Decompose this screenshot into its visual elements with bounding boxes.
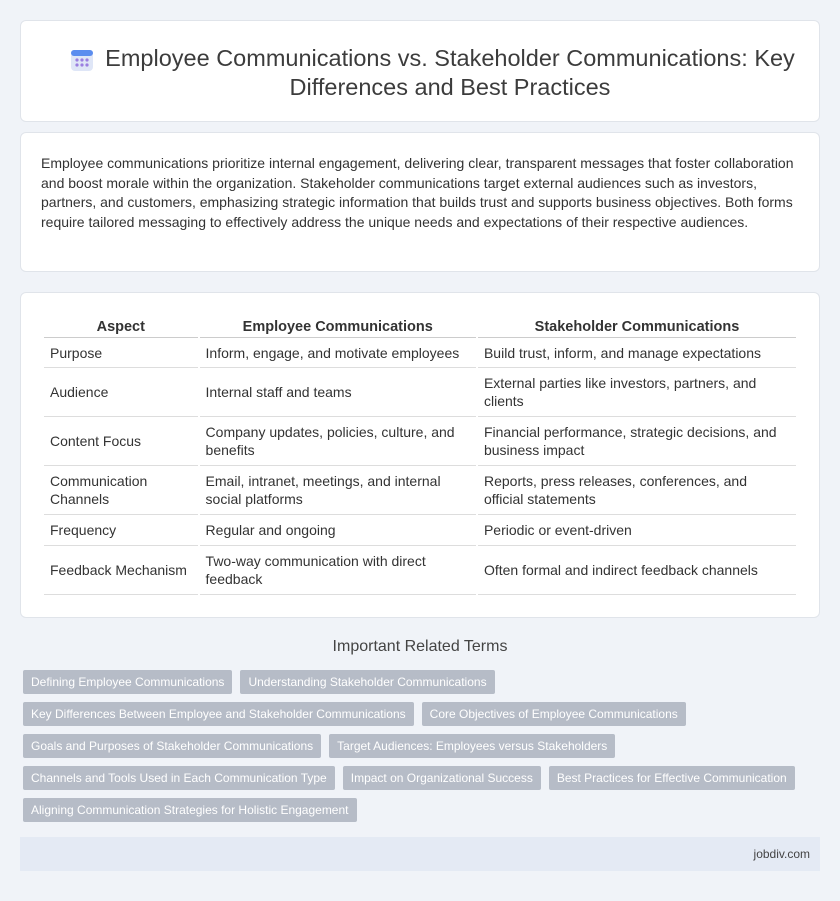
intro-text: Employee communications prioritize internal engagement, delivering clear, transparent messages that foster collaboration and boost morale within the organization. Stakeholder communications target external audiences such as investors, partners, and customers, emphasizing strategic information that builds trust and supports business objectives. Both forms require tailored messaging to effectively address the unique needs and expectations of their respective audiences. bbox=[41, 155, 794, 230]
related-term-tag[interactable]: Best Practices for Effective Communication bbox=[549, 766, 795, 790]
related-term-tag[interactable]: Core Objectives of Employee Communications bbox=[422, 702, 686, 726]
tag-row bbox=[23, 766, 823, 790]
tag-row bbox=[23, 702, 823, 726]
tag-row bbox=[23, 798, 823, 822]
table-cell: Feedback Mechanism bbox=[44, 546, 198, 595]
table-cell: Build trust, inform, and manage expectations bbox=[478, 338, 796, 368]
table-row bbox=[44, 338, 796, 368]
table-row bbox=[44, 546, 796, 595]
related-term-tag[interactable]: Key Differences Between Employee and Stakeholder Communications bbox=[23, 702, 414, 726]
header-employee: Employee Communications bbox=[200, 316, 476, 338]
tag-row bbox=[23, 670, 823, 694]
table-cell: Content Focus bbox=[44, 417, 198, 466]
related-term-tag[interactable]: Channels and Tools Used in Each Communication Type bbox=[23, 766, 335, 790]
related-term-tag[interactable]: Impact on Organizational Success bbox=[343, 766, 541, 790]
footer bbox=[20, 837, 820, 871]
header-card bbox=[20, 20, 820, 122]
table-cell: Audience bbox=[44, 368, 198, 417]
table-cell: Inform, engage, and motivate employees bbox=[200, 338, 476, 368]
table-cell: Internal staff and teams bbox=[200, 368, 476, 417]
table-cell: Periodic or event-driven bbox=[478, 515, 796, 546]
related-term-tag[interactable]: Goals and Purposes of Stakeholder Communications bbox=[23, 734, 321, 758]
table-row bbox=[44, 515, 796, 546]
comparison-table-card bbox=[20, 292, 820, 618]
table-cell: Regular and ongoing bbox=[200, 515, 476, 546]
table-row bbox=[44, 417, 796, 466]
table-row bbox=[44, 466, 796, 515]
related-terms-list bbox=[23, 670, 823, 830]
related-terms-title: Important Related Terms bbox=[332, 638, 508, 655]
table-cell: Financial performance, strategic decisions, and business impact bbox=[478, 417, 796, 466]
comparison-table bbox=[42, 316, 798, 595]
table-cell: Company updates, policies, culture, and benefits bbox=[200, 417, 476, 466]
table-cell: Frequency bbox=[44, 515, 198, 546]
related-term-tag[interactable]: Understanding Stakeholder Communications bbox=[240, 670, 494, 694]
table-row bbox=[44, 368, 796, 417]
tag-row bbox=[23, 734, 823, 758]
table-cell: Purpose bbox=[44, 338, 198, 368]
footer-site-link[interactable]: jobdiv.com bbox=[753, 847, 810, 861]
related-term-tag[interactable]: Aligning Communication Strategies for Holistic Engagement bbox=[23, 798, 357, 822]
table-cell: Often formal and indirect feedback channels bbox=[478, 546, 796, 595]
table-cell: External parties like investors, partners, and clients bbox=[478, 368, 796, 417]
related-term-tag[interactable]: Target Audiences: Employees versus Stakeholders bbox=[329, 734, 615, 758]
header-aspect: Aspect bbox=[44, 316, 198, 338]
table-header-row bbox=[44, 316, 796, 338]
page-title: Employee Communications vs. Stakeholder Communications: Key Differences and Best Practices bbox=[105, 45, 795, 100]
table-cell: Two-way communication with direct feedback bbox=[200, 546, 476, 595]
header-stakeholder: Stakeholder Communications bbox=[478, 316, 796, 338]
table-cell: Email, intranet, meetings, and internal social platforms bbox=[200, 466, 476, 515]
table-cell: Reports, press releases, conferences, and official statements bbox=[478, 466, 796, 515]
related-term-tag[interactable]: Defining Employee Communications bbox=[23, 670, 232, 694]
table-cell: Communication Channels bbox=[44, 466, 198, 515]
intro-card bbox=[20, 132, 820, 272]
